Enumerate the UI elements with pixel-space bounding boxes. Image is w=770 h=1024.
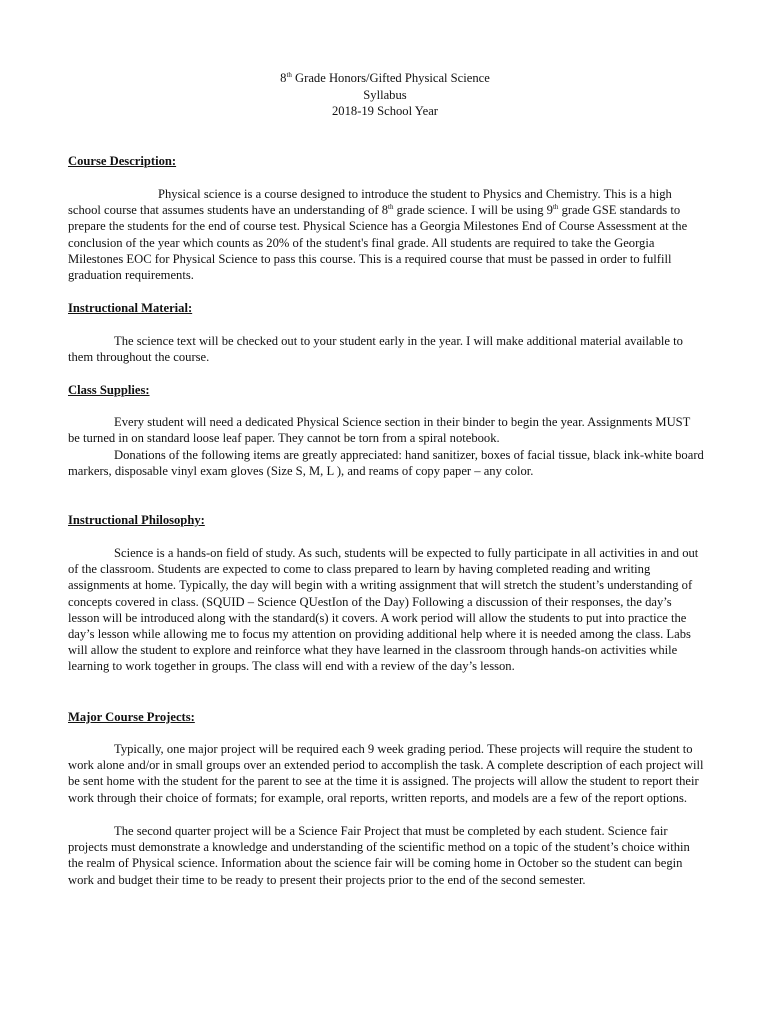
course-description-heading: Course Description: bbox=[68, 154, 177, 168]
instructional-philosophy-paragraph: Science is a hands-on field of study. As such, students will be expected to fully participate in all activities in and out of the classroom. Students are expected to come to class prepared to learn by having completed reading and writing assignments at home. Typically, the day will begin with a writing assignment that will stretch the student’s understanding of concepts covered in class. (SQUID – Science QUestIon of the Day) Following a discussion of their responses, the day’s lesson will be introduced along with the standard(s) it covers. A work period will allow the students to put into practice the day’s lesson while allowing me to focus my attention on providing additional help where it is needed among the class. Labs will allow the student to explore and reinforce what they have learned in the classroom through hands-on activities while learning to work together in groups. The class will end with a review of the day’s lesson. bbox=[68, 546, 699, 674]
course-description-sup-1: th bbox=[388, 203, 394, 212]
instructional-philosophy-heading: Instructional Philosophy: bbox=[68, 513, 205, 527]
major-course-projects-paragraph-1: Typically, one major project will be required each 9 week grading period. These projects will require the student to work alone and/or in small groups over an extended period to accomplish the task. A complete description of each project will be sent home with the student for the parent to see at the time it is assigned. The projects will allow the student to report their work through their choice of formats; for example, oral reports, written reports, and models are a few of the report options. bbox=[68, 742, 704, 805]
class-supplies-paragraph-1: Every student will need a dedicated Physical Science section in their binder to begin the year. Assignments MUST be turned in on standard loose leaf paper. They cannot be torn from a spiral notebook. bbox=[68, 415, 691, 446]
instructional-material-heading: Instructional Material: bbox=[68, 301, 193, 315]
class-supplies-heading: Class Supplies: bbox=[68, 383, 150, 397]
document-type: Syllabus bbox=[363, 87, 407, 102]
course-description-text-c: grade GSE standards to prepare the students for the end of course test. Physical Science has a Georgia Milestones End of Course Assessment at the conclusion of the year which counts as 20% of the student's final grade. All students are required to take the Georgia Milestones EOC for Physical Science to pass this course. This is a required course that must be passed in order to fulfill graduation requirements. bbox=[68, 203, 688, 283]
course-description-text-b: grade science. I will be using 9 bbox=[393, 203, 553, 218]
instructional-material-paragraph: The science text will be checked out to your student early in the year. I will make additional material available to them throughout the course. bbox=[68, 334, 683, 365]
course-title-sup: th bbox=[286, 70, 292, 79]
course-title-grade: 8 bbox=[280, 71, 287, 85]
course-description-text-a: Physical science is a course designed to introduce the student to Physics and Chemistry. This is a high school course that assumes students have an understanding of 8 bbox=[68, 187, 672, 218]
major-course-projects-paragraph-2: The second quarter project will be a Science Fair Project that must be completed by each student. Science fair projects must demonstrate a knowledge and understanding of the scientific method on a topic of the student’s choice within the realm of Physical science. Information about the science fair will be coming home in October so the student can begin work and budget their time to be ready to present their projects prior to the end of the second semester. bbox=[68, 824, 690, 887]
school-year: 2018-19 School Year bbox=[332, 104, 438, 119]
class-supplies-paragraph-2: Donations of the following items are greatly appreciated: hand sanitizer, boxes of facial tissue, black ink-white board markers, disposable vinyl exam gloves (Size S, M, L ), and reams of copy paper – any color. bbox=[68, 448, 704, 479]
course-description-paragraph bbox=[68, 186, 704, 283]
course-description-sup-2: th bbox=[552, 203, 559, 212]
major-course-projects-heading: Major Course Projects: bbox=[68, 710, 195, 724]
course-title bbox=[0, 70, 770, 87]
document-header bbox=[0, 70, 770, 120]
course-title-text: Grade Honors/Gifted Physical Science bbox=[291, 71, 490, 85]
